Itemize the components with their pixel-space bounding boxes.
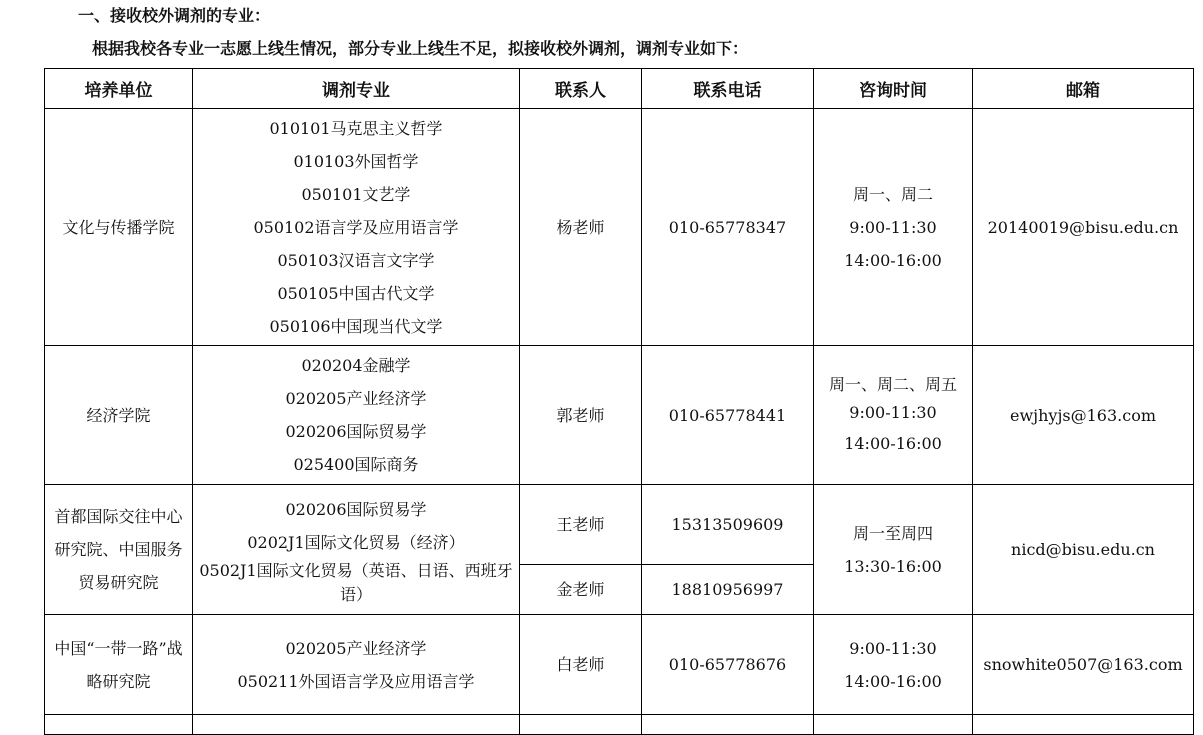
table-row bbox=[45, 615, 1194, 715]
major-item: 020205产业经济学 bbox=[285, 389, 427, 408]
majors-cell bbox=[193, 485, 520, 615]
contact-cell: 杨老师 bbox=[520, 109, 642, 346]
majors-cell bbox=[193, 346, 520, 485]
adjustment-table bbox=[44, 68, 1194, 735]
hours-line: 9:00-11:30 bbox=[849, 217, 937, 237]
email-cell: nicd@bisu.edu.cn bbox=[973, 485, 1194, 615]
header-unit: 培养单位 bbox=[45, 69, 193, 109]
hours-line: 周一、周二 bbox=[852, 184, 933, 204]
contact-cell: 王老师 bbox=[520, 485, 642, 565]
unit-cell: 中国“一带一路”战略研究院 bbox=[45, 615, 193, 715]
major-item: 020204金融学 bbox=[301, 356, 411, 375]
email-cell: ewjhyjs@163.com bbox=[973, 346, 1194, 485]
empty-cell bbox=[973, 715, 1194, 735]
contact-cell: 白老师 bbox=[520, 615, 642, 715]
empty-cell bbox=[193, 715, 520, 735]
table-row bbox=[45, 715, 1194, 735]
unit-cell: 首都国际交往中心研究院、中国服务贸易研究院 bbox=[45, 485, 193, 615]
majors-cell bbox=[193, 109, 520, 346]
unit-cell: 经济学院 bbox=[45, 346, 193, 485]
major-item: 050105中国古代文学 bbox=[277, 283, 435, 303]
contact-cell: 金老师 bbox=[520, 565, 642, 615]
hours-line: 14:00-16:00 bbox=[844, 250, 942, 270]
email-cell: 20140019@bisu.edu.cn bbox=[973, 109, 1194, 346]
hours-cell bbox=[814, 346, 973, 485]
major-item: 010103外国哲学 bbox=[293, 151, 419, 171]
major-item: 025400国际商务 bbox=[293, 455, 419, 474]
hours-cell bbox=[814, 485, 973, 615]
empty-cell bbox=[45, 715, 193, 735]
major-item: 050101文艺学 bbox=[301, 184, 411, 204]
hours-line: 周一、周二、周五9:00-11:30 bbox=[828, 374, 957, 422]
major-item: 050103汉语言文字学 bbox=[277, 250, 435, 270]
phone-cell: 18810956997 bbox=[642, 565, 814, 615]
header-majors: 调剂专业 bbox=[193, 69, 520, 109]
table-row bbox=[45, 485, 1194, 565]
section-heading: 一、接收校外调剂的专业： bbox=[78, 6, 271, 25]
hours-line: 周一至周四 bbox=[852, 523, 933, 543]
major-item: 050106中国现当代文学 bbox=[269, 316, 443, 336]
empty-cell bbox=[520, 715, 642, 735]
major-item: 020206国际贸易学 bbox=[285, 499, 427, 519]
major-item: 020205产业经济学 bbox=[285, 638, 427, 658]
phone-cell: 15313509609 bbox=[642, 485, 814, 565]
hours-cell bbox=[814, 109, 973, 346]
hours-line: 9:00-11:30 bbox=[849, 638, 937, 658]
major-item: 020206国际贸易学 bbox=[285, 422, 427, 441]
major-item: 010101马克思主义哲学 bbox=[269, 118, 443, 138]
major-item: 0202J1国际文化贸易（经济） bbox=[247, 532, 465, 552]
contact-cell: 郭老师 bbox=[520, 346, 642, 485]
email-cell: snowhite0507@163.com bbox=[973, 615, 1194, 715]
phone-cell: 010-65778441 bbox=[642, 346, 814, 485]
hours-cell bbox=[814, 615, 973, 715]
intro-paragraph: 根据我校各专业一志愿上线生情况，部分专业上线生不足，拟接收校外调剂，调剂专业如下： bbox=[92, 39, 749, 58]
phone-cell: 010-65778676 bbox=[642, 615, 814, 715]
header-phone: 联系电话 bbox=[642, 69, 814, 109]
hours-line: 13:30-16:00 bbox=[844, 556, 942, 576]
header-contact: 联系人 bbox=[520, 69, 642, 109]
major-item: 0502J1国际文化贸易（英语、日语、西班牙语） bbox=[199, 560, 513, 604]
major-item: 050102语言学及应用语言学 bbox=[253, 217, 459, 237]
majors-cell bbox=[193, 615, 520, 715]
major-item: 050211外国语言学及应用语言学 bbox=[237, 671, 475, 691]
hours-line: 14:00-16:00 bbox=[844, 671, 942, 691]
table-row bbox=[45, 109, 1194, 346]
empty-cell bbox=[642, 715, 814, 735]
phone-cell: 010-65778347 bbox=[642, 109, 814, 346]
hours-line: 14:00-16:00 bbox=[844, 433, 942, 453]
header-row bbox=[45, 69, 1194, 109]
header-hours: 咨询时间 bbox=[814, 69, 973, 109]
header-email: 邮箱 bbox=[973, 69, 1194, 109]
unit-cell: 文化与传播学院 bbox=[45, 109, 193, 346]
table-row bbox=[45, 346, 1194, 485]
empty-cell bbox=[814, 715, 973, 735]
